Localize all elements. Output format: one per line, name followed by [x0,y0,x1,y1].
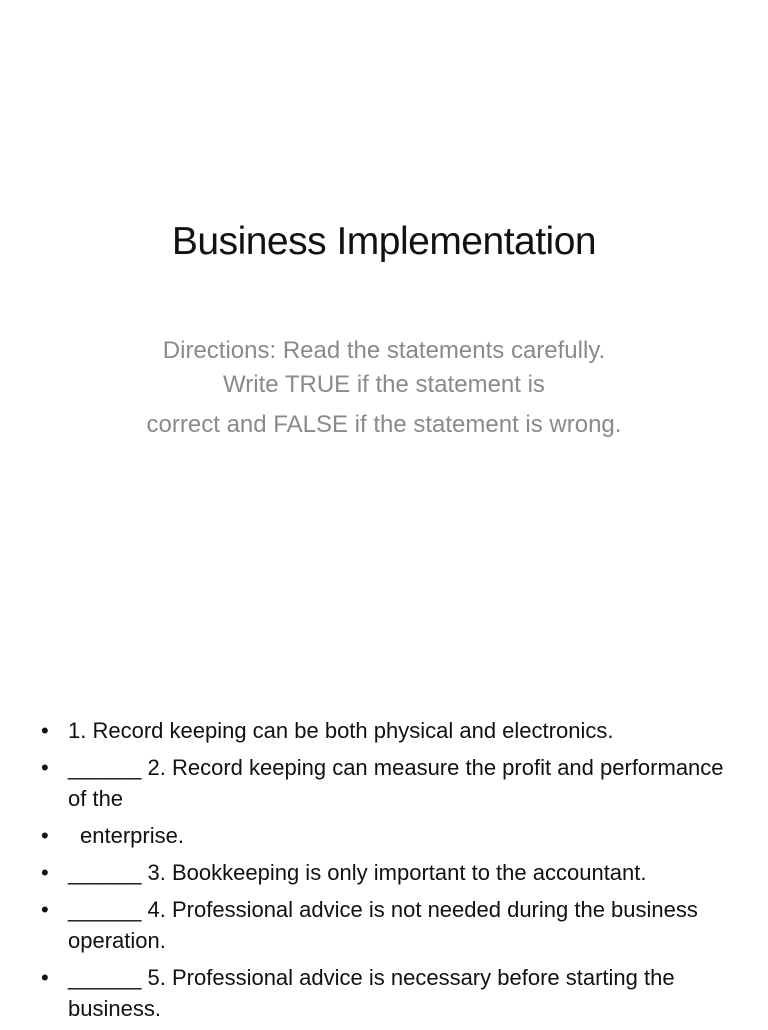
list-item [0,962,768,1024]
bullet-icon: • [41,755,49,780]
directions [0,334,768,442]
list-item [0,715,768,746]
statement-text: ______ 5. Professional advice is necessary before starting the business. [68,965,675,1021]
statement-text: ______ 2. Record keeping can measure the profit and performance of the [68,755,724,811]
bullet-icon: • [41,718,49,743]
directions-line-1: Directions: Read the statements carefully. [162,337,606,364]
directions-line-3: correct and FALSE if the statement is wrong. [146,411,622,438]
bullet-icon: • [41,897,49,922]
statement-text: 1. Record keeping can be both physical and electronics. [68,718,614,743]
list-item [0,857,768,888]
bullet-icon: • [41,965,49,990]
list-item [0,894,768,956]
directions-line-2: Write TRUE if the statement is [223,371,545,398]
bullet-icon: • [41,860,49,885]
list-item [0,752,768,814]
bullet-icon: • [41,823,49,848]
statement-text: enterprise. [80,823,184,848]
statement-text: ______ 3. Bookkeeping is only important to the accountant. [68,860,647,885]
list-item [0,820,768,851]
statement-list [0,715,768,1030]
slide-title: Business Implementation [171,220,597,263]
statement-text: ______ 4. Professional advice is not needed during the business operation. [68,897,698,953]
